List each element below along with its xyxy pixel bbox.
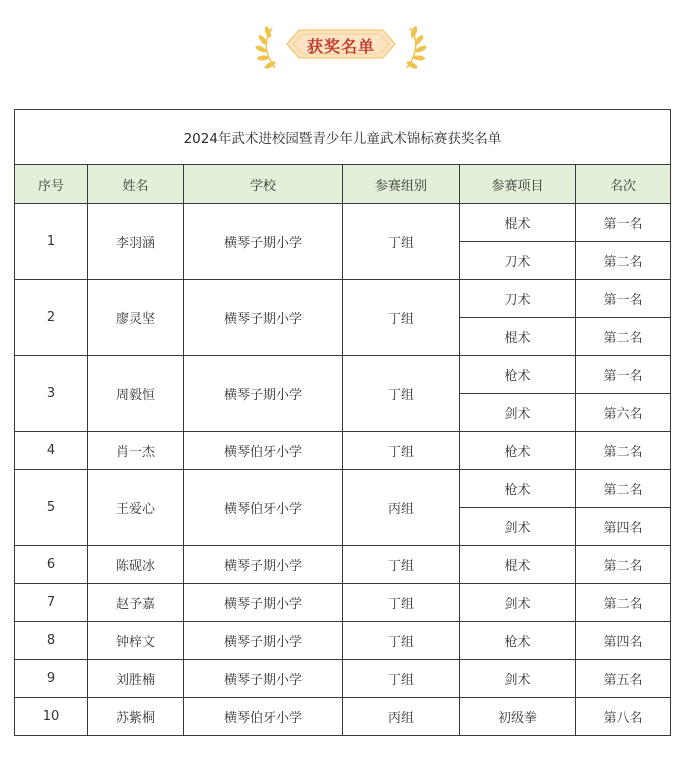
table-row [15,356,671,394]
cell-event: 剑术 [460,394,576,432]
column-header-no: 序号 [15,165,88,204]
cell-event: 棍术 [460,546,576,584]
cell-event: 棍术 [460,318,576,356]
column-header-group: 参赛组别 [343,165,460,204]
cell-rank: 第二名 [576,432,671,470]
cell-rank: 第二名 [576,242,671,280]
table-row [15,698,671,736]
table-row [15,622,671,660]
cell-group: 丁组 [343,660,460,698]
cell-event: 刀术 [460,280,576,318]
column-header-name: 姓名 [88,165,184,204]
table-row [15,584,671,622]
table-row [15,204,671,242]
cell-school: 横琴伯牙小学 [184,698,343,736]
cell-name: 周毅恒 [88,356,184,432]
cell-rank: 第四名 [576,508,671,546]
cell-school: 横琴子期小学 [184,622,343,660]
column-header-school: 学校 [184,165,343,204]
cell-school: 横琴子期小学 [184,584,343,622]
cell-group: 丁组 [343,356,460,432]
cell-rank: 第五名 [576,660,671,698]
cell-school: 横琴子期小学 [184,356,343,432]
cell-no: 8 [15,622,88,660]
cell-group: 丙组 [343,698,460,736]
cell-rank: 第一名 [576,280,671,318]
cell-event: 初级拳 [460,698,576,736]
cell-name: 肖一杰 [88,432,184,470]
cell-rank: 第四名 [576,622,671,660]
cell-no: 4 [15,432,88,470]
header-badge [0,18,682,74]
cell-no: 5 [15,470,88,546]
cell-rank: 第二名 [576,546,671,584]
table-title: 2024年武术进校园暨青少年儿童武术锦标赛获奖名单 [15,110,671,165]
cell-event: 剑术 [460,584,576,622]
cell-school: 横琴伯牙小学 [184,432,343,470]
cell-no: 6 [15,546,88,584]
table-row [15,470,671,508]
cell-group: 丁组 [343,280,460,356]
cell-no: 2 [15,280,88,356]
cell-rank: 第一名 [576,204,671,242]
cell-event: 剑术 [460,660,576,698]
cell-event: 枪术 [460,356,576,394]
cell-event: 枪术 [460,470,576,508]
cell-school: 横琴子期小学 [184,204,343,280]
table-header-row [15,165,671,204]
column-header-event: 参赛项目 [460,165,576,204]
column-header-rank: 名次 [576,165,671,204]
cell-school: 横琴伯牙小学 [184,470,343,546]
cell-name: 苏紫桐 [88,698,184,736]
cell-rank: 第八名 [576,698,671,736]
cell-school: 横琴子期小学 [184,546,343,584]
cell-no: 3 [15,356,88,432]
table-row [15,432,671,470]
cell-rank: 第一名 [576,356,671,394]
cell-no: 10 [15,698,88,736]
cell-event: 刀术 [460,242,576,280]
cell-event: 剑术 [460,508,576,546]
award-table [14,109,671,736]
table-row [15,280,671,318]
cell-name: 李羽涵 [88,204,184,280]
cell-group: 丁组 [343,204,460,280]
cell-name: 廖灵坚 [88,280,184,356]
cell-name: 王爱心 [88,470,184,546]
cell-no: 9 [15,660,88,698]
cell-rank: 第二名 [576,584,671,622]
cell-name: 陈砚冰 [88,546,184,584]
cell-name: 刘胜楠 [88,660,184,698]
table-row [15,546,671,584]
badge-title: 获奖名单 [306,37,375,56]
table-row [15,660,671,698]
cell-event: 枪术 [460,432,576,470]
cell-group: 丁组 [343,546,460,584]
cell-group: 丁组 [343,622,460,660]
cell-no: 7 [15,584,88,622]
cell-event: 枪术 [460,622,576,660]
cell-name: 钟梓文 [88,622,184,660]
cell-name: 赵予嘉 [88,584,184,622]
cell-event: 棍术 [460,204,576,242]
cell-no: 1 [15,204,88,280]
cell-rank: 第二名 [576,470,671,508]
cell-group: 丁组 [343,432,460,470]
cell-school: 横琴子期小学 [184,280,343,356]
cell-group: 丁组 [343,584,460,622]
cell-school: 横琴子期小学 [184,660,343,698]
cell-rank: 第二名 [576,318,671,356]
cell-group: 丙组 [343,470,460,546]
cell-rank: 第六名 [576,394,671,432]
